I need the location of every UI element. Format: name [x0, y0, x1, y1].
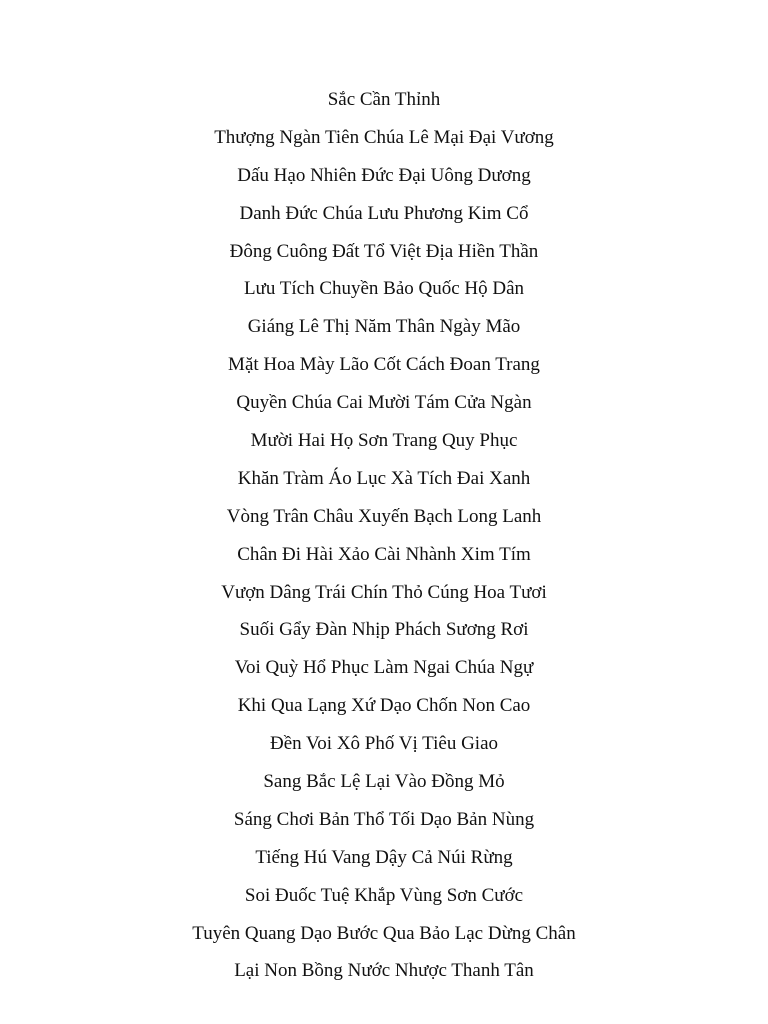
poem-line: Tiếng Hú Vang Dậy Cả Núi Rừng: [255, 846, 513, 868]
poem-line: Giáng Lê Thị Năm Thân Ngày Mão: [247, 316, 521, 338]
poem-line: Sáng Chơi Bản Thổ Tối Dạo Bản Nùng: [233, 808, 535, 830]
poem-title: Sắc Cần Thỉnh: [327, 89, 441, 110]
poem-line: Mặt Hoa Mày Lão Cốt Cách Đoan Trang: [228, 354, 540, 376]
poem-line: Đông Cuông Đất Tổ Việt Địa Hiền Thần: [229, 240, 539, 262]
poem-line: Soi Đuốc Tuệ Khắp Vùng Sơn Cước: [244, 884, 524, 906]
poem-line: Mười Hai Họ Sơn Trang Quy Phục: [250, 430, 518, 452]
poem-line: Chân Đi Hài Xảo Cài Nhành Xim Tím: [237, 543, 531, 565]
poem-line: Dấu Hạo Nhiên Đức Đại Uông Dương: [237, 164, 531, 186]
poem-line: Thượng Ngàn Tiên Chúa Lê Mại Đại Vương: [214, 126, 554, 148]
poem-line: Lại Non Bồng Nước Nhược Thanh Tân: [234, 960, 534, 982]
poem-line: Khi Qua Lạng Xứ Dạo Chốn Non Cao: [237, 695, 531, 717]
poem-line: Vòng Trân Châu Xuyến Bạch Long Lanh: [226, 505, 542, 527]
poem-line: Danh Đức Chúa Lưu Phương Kim Cổ: [239, 202, 529, 224]
poem-line: Quyền Chúa Cai Mười Tám Cửa Ngàn: [236, 392, 532, 414]
poem-line: Sang Bắc Lệ Lại Vào Đồng Mỏ: [263, 771, 505, 793]
poem-line: Vượn Dâng Trái Chín Thỏ Cúng Hoa Tươi: [221, 581, 547, 603]
poem-line: Suối Gẩy Đàn Nhịp Phách Sương Rơi: [239, 619, 529, 641]
poem-line: Voi Quỳ Hổ Phục Làm Ngai Chúa Ngự: [234, 657, 534, 679]
poem-line: Khăn Tràm Áo Lục Xà Tích Đai Xanh: [237, 467, 531, 489]
poem-line: Lưu Tích Chuyền Bảo Quốc Hộ Dân: [243, 278, 525, 300]
poem-text-block: [0, 81, 768, 990]
poem-line: Tuyên Quang Dạo Bước Qua Bảo Lạc Dừng Chân: [192, 922, 576, 944]
poem-line: Đền Voi Xô Phố Vị Tiêu Giao: [269, 733, 499, 755]
